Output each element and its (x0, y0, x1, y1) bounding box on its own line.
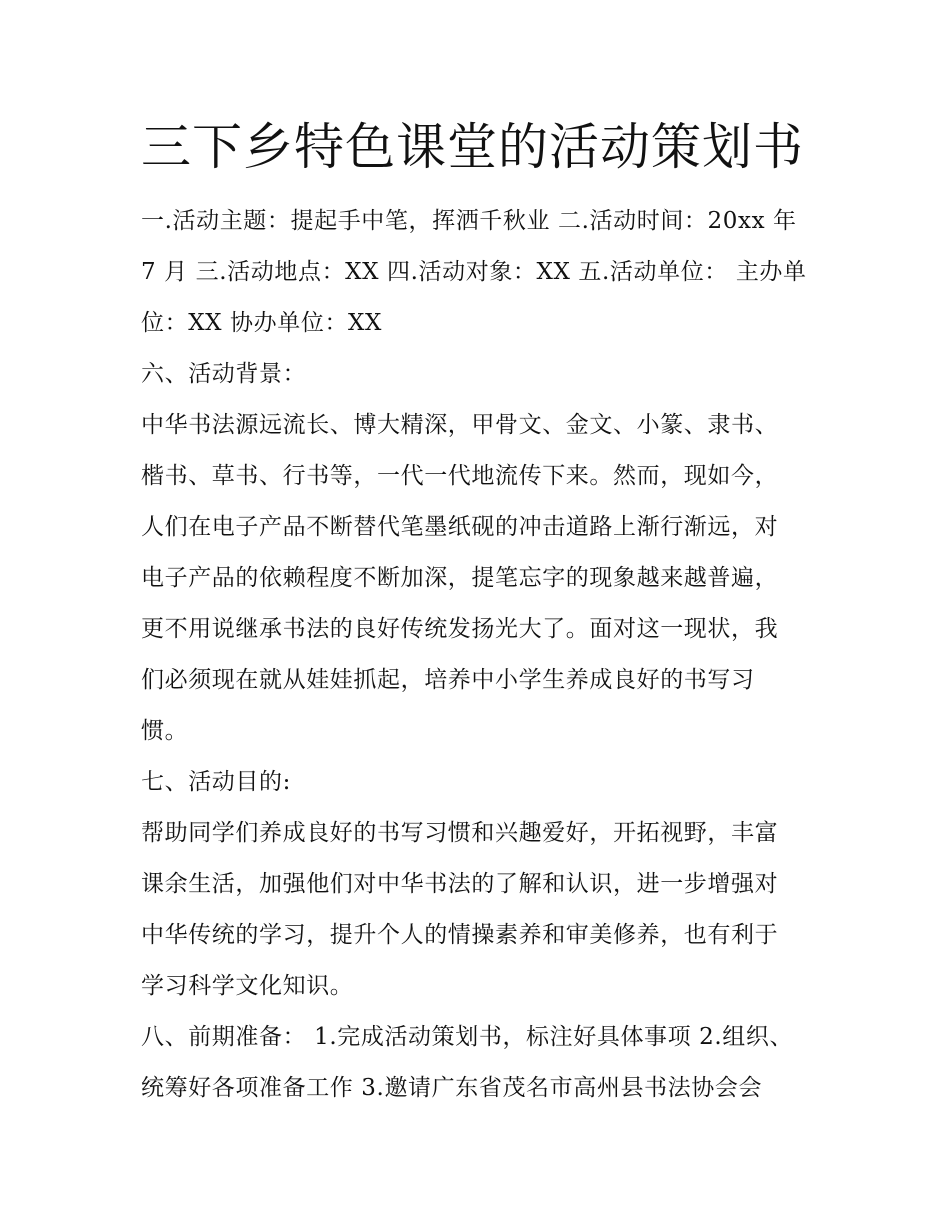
section-heading-purpose: 七、活动目的: (141, 769, 291, 795)
body-line: 惯。 (141, 718, 189, 744)
body-line: 人们在电子产品不断替代笔墨纸砚的冲击道路上渐行渐远，对 (141, 514, 779, 540)
body-line: 中华传统的学习，提升个人的情操素养和审美修养，也有利于 (141, 922, 779, 948)
body-line: 中华书法源远流长、博大精深，甲骨文、金文、小篆、隶书、 (141, 412, 779, 438)
body-line-theme-time: 一.活动主题：提起手中笔，挥洒千秋业 二.活动时间：20xx 年 (141, 208, 797, 234)
document-title: 三下乡特色课堂的活动策划书 (141, 118, 804, 176)
body-line: 学习科学文化知识。 (141, 973, 354, 999)
section-heading-background: 六、活动背景： (141, 361, 307, 387)
body-line: 楷书、草书、行书等，一代一代地流传下来。然而，现如今， (141, 463, 779, 489)
section-heading-preparation: 八、前期准备： 1.完成活动策划书，标注好具体事项 2.组织、 (141, 1024, 794, 1050)
body-line: 统筹好各项准备工作 3.邀请广东省茂名市高州县书法协会会 (141, 1075, 763, 1101)
document-body (141, 196, 811, 1114)
body-line-co-organizer: 位：XX 协办单位：XX (141, 310, 383, 336)
body-line: 们必须现在就从娃娃抓起，培养中小学生养成良好的书写习 (141, 667, 755, 693)
body-line: 电子产品的依赖程度不断加深，提笔忘字的现象越来越普遍， (141, 565, 779, 591)
body-line: 更不用说继承书法的良好传统发扬光大了。面对这一现状，我 (141, 616, 779, 642)
body-line: 帮助同学们养成良好的书写习惯和兴趣爱好，开拓视野，丰富 (141, 820, 779, 846)
body-line-place-target-unit: 7 月 三.活动地点：XX 四.活动对象：XX 五.活动单位： 主办单 (141, 259, 807, 285)
body-line: 课余生活，加强他们对中华书法的了解和认识，进一步增强对 (141, 871, 779, 897)
